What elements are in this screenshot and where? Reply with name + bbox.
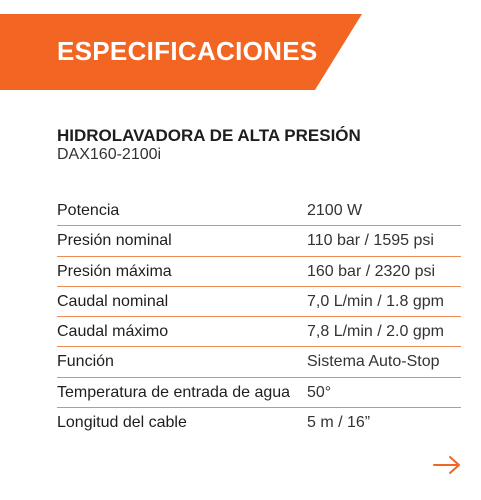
spec-value: 7,8 L/min / 2.0 gpm [307, 323, 444, 341]
spec-label: Presión máxima [57, 262, 172, 280]
spec-row-caudal-maximo [57, 317, 461, 347]
spec-label: Temperatura de entrada de agua [57, 383, 291, 401]
spec-value: 7,0 L/min / 1.8 gpm [307, 292, 444, 310]
spec-row-temperatura [57, 378, 461, 408]
spec-value: Sistema Auto-Stop [307, 353, 440, 371]
spec-label: Presión nominal [57, 232, 172, 250]
spec-label: Longitud del cable [57, 414, 187, 432]
product-model: DAX160-2100i [57, 146, 162, 163]
product-name: HIDROLAVADORA DE ALTA PRESIÓN [57, 126, 361, 145]
spec-label: Potencia [57, 202, 120, 219]
section-title: ESPECIFICACIONES [57, 36, 318, 66]
spec-value: 2100 W [307, 202, 363, 219]
spec-row-funcion [57, 347, 461, 377]
arrow-right-icon [432, 455, 462, 475]
spec-row-presion-nominal [57, 226, 461, 256]
spec-value: 5 m / 16” [307, 414, 371, 432]
spec-row-longitud-cable [57, 408, 461, 437]
spec-label: Caudal máximo [57, 323, 169, 341]
spec-table [57, 196, 461, 437]
spec-value: 110 bar / 1595 psi [307, 232, 434, 250]
spec-label: Función [57, 353, 114, 371]
next-button[interactable] [432, 455, 462, 475]
spec-label: Caudal nominal [57, 292, 169, 310]
spec-row-presion-maxima [57, 257, 461, 287]
spec-value: 50° [307, 383, 332, 401]
spec-row-potencia [57, 196, 461, 226]
spec-value: 160 bar / 2320 psi [307, 262, 436, 280]
spec-row-caudal-nominal [57, 287, 461, 317]
